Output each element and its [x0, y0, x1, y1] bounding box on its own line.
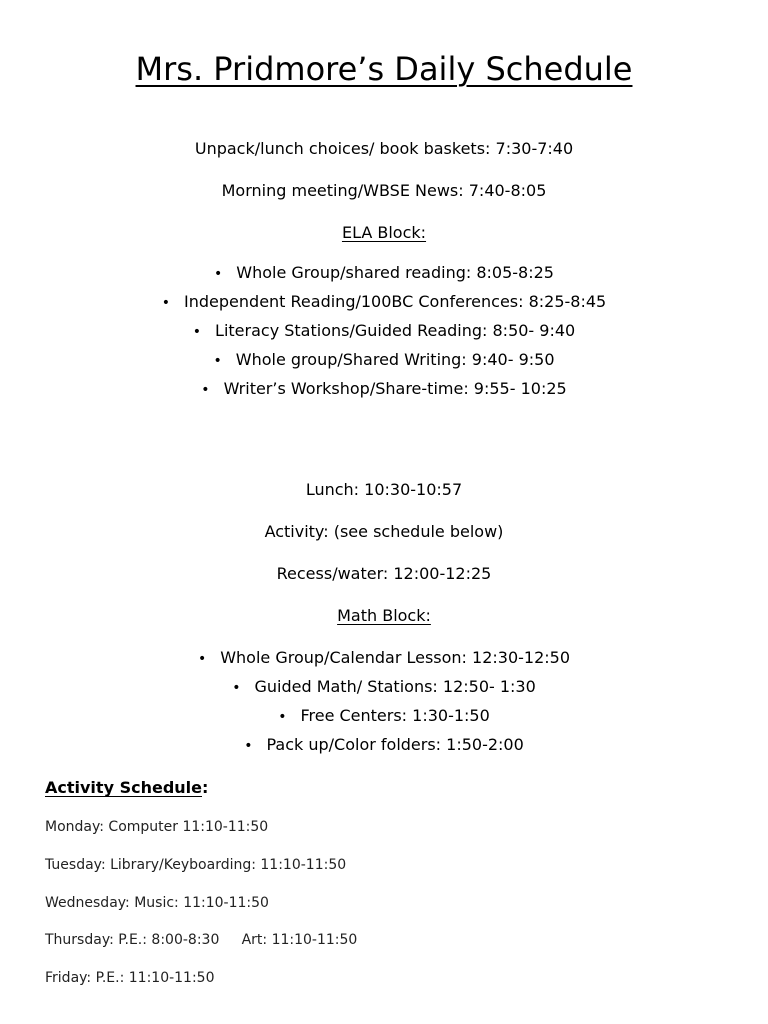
schedule-item-unpack: Unpack/lunch choices/ book baskets: 7:30-7:40 — [194, 139, 574, 158]
ela-block-heading: ELA Block: — [341, 223, 427, 242]
activity-day-wednesday: Wednesday: Music: 11:10-11:50 — [45, 895, 269, 911]
ela-item: • Independent Reading/100BC Conferences: 8:25-8:45 — [0, 292, 768, 313]
activity-day-thursday: Thursday: P.E.: 8:00-8:30 Art: 11:10-11:50 — [45, 932, 358, 948]
math-item: • Guided Math/ Stations: 12:50- 1:30 — [0, 677, 768, 698]
schedule-item-recess: Recess/water: 12:00-12:25 — [276, 564, 492, 583]
activity-day-friday: Friday: P.E.: 11:10-11:50 — [45, 970, 215, 986]
activity-day-monday: Monday: Computer 11:10-11:50 — [45, 819, 269, 835]
schedule-item-activity: Activity: (see schedule below) — [264, 522, 504, 541]
page-title: Mrs. Pridmore’s Daily Schedule — [135, 50, 633, 88]
math-item: • Pack up/Color folders: 1:50-2:00 — [0, 735, 768, 756]
math-item: • Free Centers: 1:30-1:50 — [0, 706, 768, 727]
activity-schedule-heading-text: Activity Schedule — [45, 778, 202, 797]
activity-schedule-heading-colon: : — [202, 778, 209, 797]
ela-item: • Whole Group/shared reading: 8:05-8:25 — [0, 263, 768, 284]
activity-schedule-heading — [45, 778, 208, 797]
schedule-item-morning-meeting: Morning meeting/WBSE News: 7:40-8:05 — [221, 181, 547, 200]
math-block-heading: Math Block: — [337, 606, 431, 625]
ela-item: • Whole group/Shared Writing: 9:40- 9:50 — [0, 350, 768, 371]
schedule-item-lunch: Lunch: 10:30-10:57 — [305, 480, 463, 499]
ela-item: • Writer’s Workshop/Share-time: 9:55- 10:25 — [0, 379, 768, 400]
activity-day-tuesday: Tuesday: Library/Keyboarding: 11:10-11:50 — [45, 857, 347, 873]
ela-item: • Literacy Stations/Guided Reading: 8:50- 9:40 — [0, 321, 768, 342]
math-item: • Whole Group/Calendar Lesson: 12:30-12:50 — [0, 648, 768, 669]
